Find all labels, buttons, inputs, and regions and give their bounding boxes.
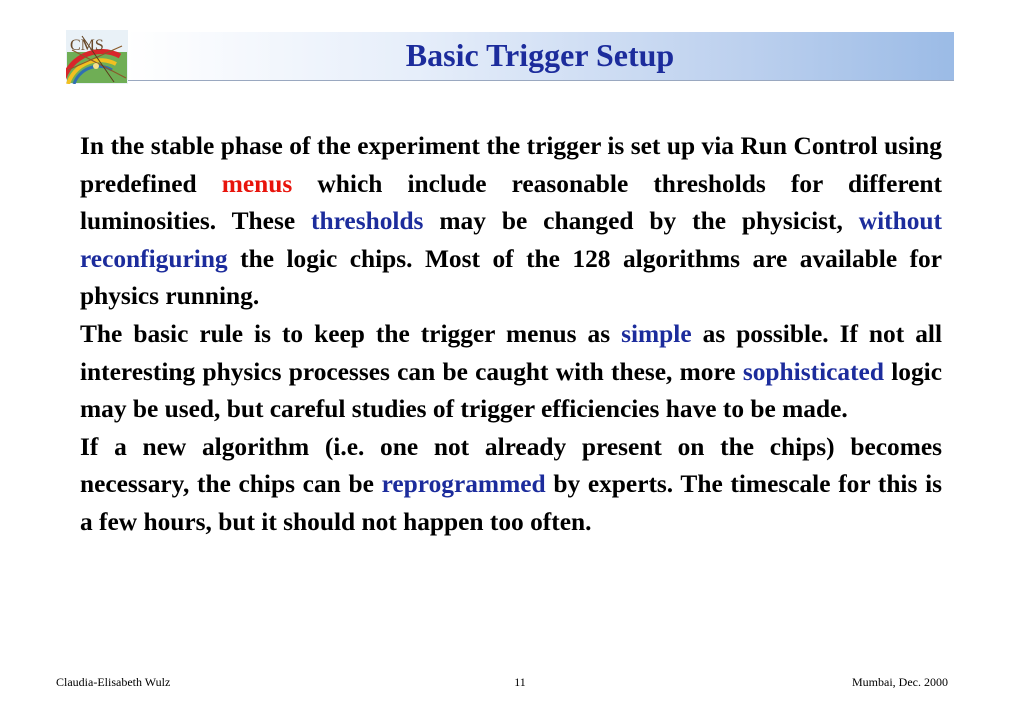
highlight-without-reconfiguring: without reconfiguring xyxy=(80,207,942,273)
paragraph-2: The basic rule is to keep the trigger menus as simple as possible. If not all interesting physics processes can be caught with these, more sophisticated logic may be used, but careful studies of trigger efficiencies have to be made. xyxy=(80,319,943,424)
highlight-simple: simple xyxy=(621,319,692,348)
highlight-sophisticated: sophisticated xyxy=(742,357,884,386)
highlight-thresholds: thresholds xyxy=(311,207,424,236)
highlight-reprogrammed: reprogrammed xyxy=(381,470,546,499)
paragraph-3: If a new algorithm (i.e. one not already present on the chips) becomes necessary, the chips can be reprogrammed by experts. The timescale for this is a few hours, but it should not happen too often. xyxy=(80,432,943,536)
footer-author: Claudia-Elisabeth Wulz xyxy=(56,675,171,689)
cms-logo-icon xyxy=(66,30,128,84)
paragraph-1: In the stable phase of the experiment the trigger is set up via Run Control using predefined menus which include reasonable thresholds for different luminosities. These thresholds may be changed by the physicist, without reconfiguring the logic chips. Most of the 128 algorithms are available for physics running. xyxy=(80,132,942,311)
svg-text:CMS: CMS xyxy=(70,37,104,54)
page-number: 11 xyxy=(514,675,526,689)
footer-venue-date: Mumbai, Dec. 2000 xyxy=(852,675,948,689)
page-title: Basic Trigger Setup xyxy=(405,37,675,73)
slide-body xyxy=(80,128,942,542)
cms-logo xyxy=(66,30,128,84)
highlight-menus: menus xyxy=(221,169,293,198)
header-divider xyxy=(126,80,954,81)
